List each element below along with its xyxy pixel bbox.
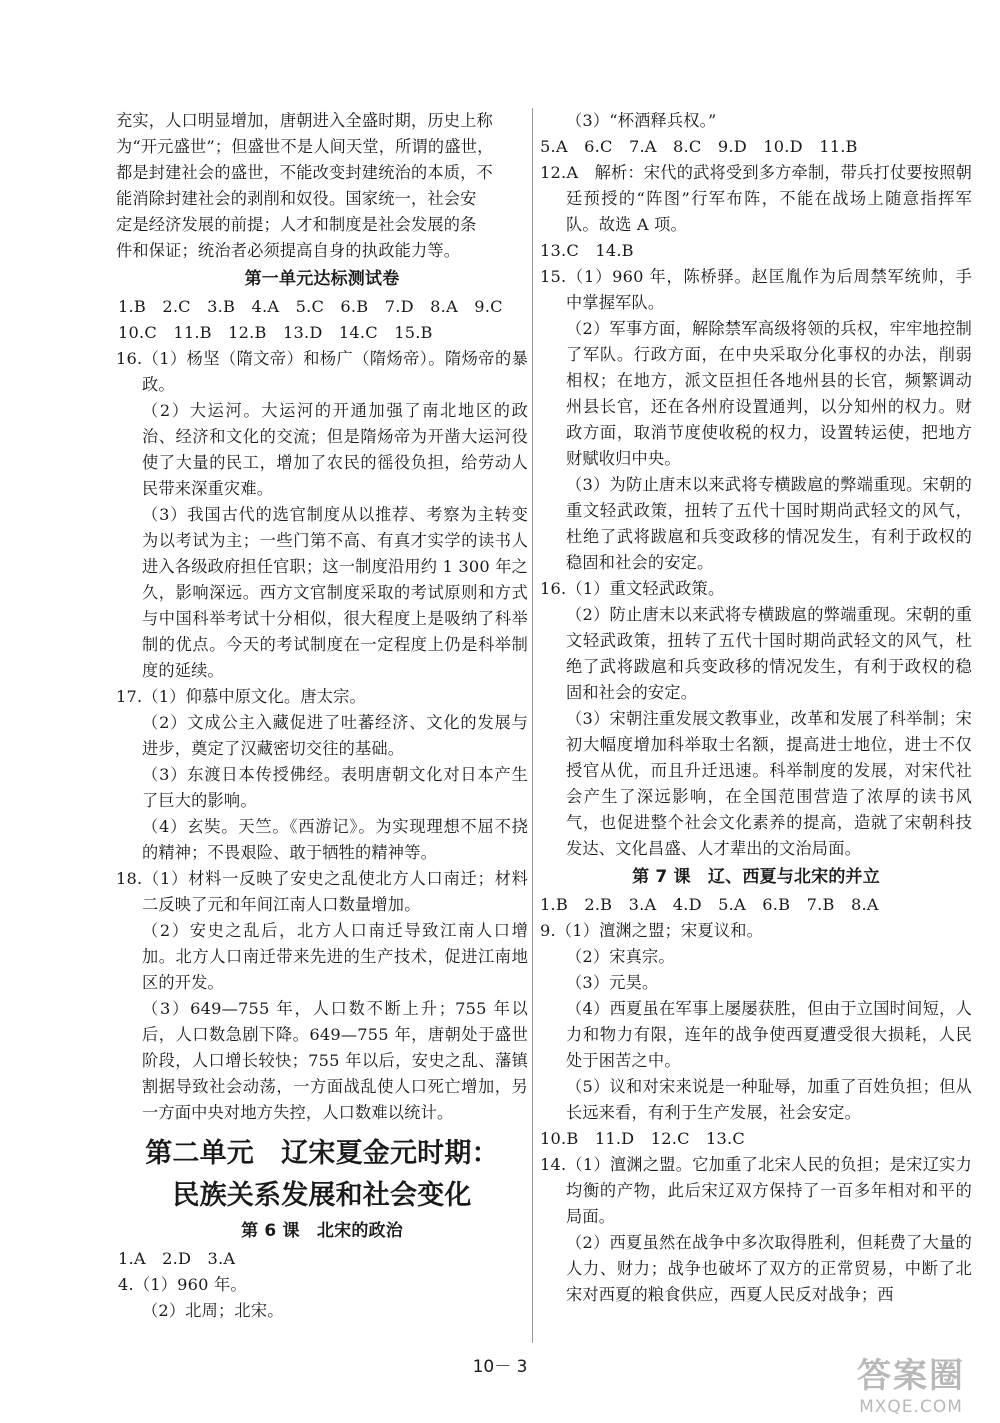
answer-item: （3）宋朝注重发展文教事业，改革和发展了科举制；宋初大幅度增加科举取士名额，提高进士地位，进士不仅授官从优，而且升迁迅速。科举制度的发展，对宋代社会产生了深远影响，在全国范围营造了浓厚的读书风气，也促进整个社会文化素养的提高，造就了宋朝科技发达、文化昌盛、人才辈出的文治局面。	[566, 709, 972, 858]
watermark-text: 答案圈	[857, 1356, 965, 1396]
watermark-url: MXQE.COM	[859, 1397, 963, 1417]
answer-item: （3）东渡日本传授佛经。表明唐朝文化对日本产生了巨大的影响。	[142, 765, 528, 810]
answer-item: （2）西夏虽然在战争中多次取得胜利，但耗费了大量的人力、财力；战争也破坏了双方的正常贸易，中断了北宋对西夏的粮食供应，西夏人民反对战争；西	[566, 1233, 972, 1304]
intro-line: 充实，人口明显增加，唐朝进入全盛时期，历史上称	[116, 111, 493, 130]
unit-subtitle: 民族关系发展和社会变化	[172, 1180, 472, 1211]
answer-line: （2）北周；北宋。	[142, 1301, 284, 1320]
answer-item: 16.（1）重文轻武政策。	[540, 579, 725, 598]
answer-line: 1.B 2.C 3.B 4.A 5.C 6.B 7.D 8.A 9.C	[118, 297, 503, 316]
answer-line: 10.B 11.D 12.C 13.C	[540, 1129, 745, 1148]
answer-item: （5）议和对宋来说是一种耻辱，加重了百姓负担；但从长远来看，有利于生产发展，社会安定。	[566, 1077, 972, 1122]
answer-item: （4）西夏虽在军事上屡屡获胜，但由于立国时间短，人力和物力有限，连年的战争使西夏遭受很大损耗，人民处于困苦之中。	[566, 999, 972, 1070]
answer-line: （3）“杯酒释兵权。”	[566, 111, 717, 130]
right-column	[540, 108, 972, 1308]
section-title: 第一单元达标测试卷	[244, 269, 400, 289]
answer-item: （2）宋真宗。	[566, 947, 675, 966]
intro-line: 件和保证；统治者必须提高自身的执政能力等。	[116, 241, 461, 260]
answer-item: 17.（1）仰慕中原文化。唐太宗。	[116, 687, 366, 706]
answer-item: （3）649—755 年，人口数不断上升；755 年以后，人口数急剧下降。649—755 年，唐朝处于盛世阶段，人口增长较快；755 年以后，安史之乱、藩镇割据导致社会动荡，一方面战乱使人口死亡增加，另一方面中央对地方失控，人口数难以统计。	[142, 999, 528, 1122]
page-number: 10－ 3	[472, 1357, 528, 1377]
answer-line: 5.A 6.C 7.A 8.C 9.D 10.D 11.B	[540, 137, 858, 156]
answer-item: （2）安史之乱后，北方人口南迁导致江南人口增加。北方人口南迁带来先进的生产技术，促进江南地区的开发。	[142, 921, 528, 992]
intro-line: 都是封建社会的盛世，不能改变封建统治的本质，不	[116, 163, 493, 182]
answer-item: （2）文成公主入藏促进了吐蕃经济、文化的发展与进步，奠定了汉藏密切交往的基础。	[142, 713, 528, 758]
answer-item: 12.A 解析：宋代的武将受到多方牵制，带兵打仗要按照朝廷预授的“阵图”行军布阵，不能在战场上随意指挥军队。故选 A 项。	[540, 163, 972, 234]
intro-line: 定是经济发展的前提；人才和制度是社会发展的条	[116, 215, 477, 234]
answer-item: 9.（1）澶渊之盟；宋夏议和。	[540, 921, 763, 940]
left-column	[116, 108, 528, 1324]
answer-line: 1.B 2.B 3.A 4.D 5.A 6.B 7.B 8.A	[540, 895, 879, 914]
answer-item: （2）大运河。大运河的开通加强了南北地区的政治、经济和文化的交流；但是隋炀帝为开凿大运河役使了大量的民工，增加了农民的徭役负担，给劳动人民带来深重灾难。	[142, 401, 528, 498]
lesson-title: 第 7 课 辽、西夏与北宋的并立	[632, 867, 880, 887]
answer-item: （3）我国古代的选官制度从以推荐、考察为主转变为以考试为主；一些门第不高、有真才实学的读书人进入各级政府担任官职；这一制度沿用约 1 300 年之久，影响深远。西方文官制度采取的考试原则和方式与中国科举考试十分相似，很大程度上是吸纳了科举制的优点。今天的考试制度在一定程度上仍是科举制度的延续。	[142, 505, 528, 680]
answer-line: 13.C 14.B	[540, 241, 634, 260]
answer-item: 15.（1）960 年，陈桥驿。赵匡胤作为后周禁军统帅，手中掌握军队。	[540, 267, 972, 312]
unit-title: 第二单元 辽宋夏金元时期：	[145, 1138, 499, 1169]
answer-item: （3）元昊。	[566, 973, 659, 992]
answer-line: 1.A 2.D 3.A	[118, 1249, 236, 1268]
intro-line: 能消除封建社会的剥削和奴役。国家统一，社会安	[116, 189, 477, 208]
watermark-logo	[836, 1348, 986, 1417]
lesson-title: 第 6 课 北宋的政治	[241, 1221, 403, 1241]
answer-line: 4.（1）960 年。	[118, 1275, 247, 1294]
answer-item: （4）玄奘。天竺。《西游记》。为实现理想不屈不挠的精神；不畏艰险、敢于牺牲的精神等。	[142, 817, 528, 862]
answer-item: 18.（1）材料一反映了安史之乱使北方人口南迁；材料二反映了元和年间江南人口数量增加。	[116, 869, 528, 914]
answer-item: 14.（1）澶渊之盟。它加重了北宋人民的负担；是宋辽实力均衡的产物，此后宋辽双方保持了一百多年相对和平的局面。	[540, 1155, 972, 1226]
answer-line: 10.C 11.B 12.B 13.D 14.C 15.B	[118, 323, 433, 342]
column-divider	[532, 108, 533, 1343]
answer-item: （2）防止唐末以来武将专横跋扈的弊端重现。宋朝的重文轻武政策，扭转了五代十国时期尚武轻文的风气，杜绝了武将跋扈和兵变政移的情况发生，有利于政权的稳固和社会的安定。	[566, 605, 972, 702]
answer-item: （3）为防止唐末以来武将专横跋扈的弊端重现。宋朝的重文轻武政策，扭转了五代十国时期尚武轻文的风气，杜绝了武将跋扈和兵变政移的情况发生，有利于政权的稳固和社会的安定。	[566, 475, 972, 572]
intro-line: 为“开元盛世”；但盛世不是人间天堂，所谓的盛世，	[116, 137, 494, 156]
answer-item: （2）军事方面，解除禁军高级将领的兵权，牢牢地控制了军队。行政方面，在中央采取分化事权的办法，削弱相权；在地方，派文臣担任各地州县的长官，频繁调动州县长官，还在各州府设置通判，以分知州的权力。财政方面，取消节度使收税的权力，设置转运使，把地方财赋收归中央。	[566, 319, 972, 468]
answer-item: 16.（1）杨坚（隋文帝）和杨广（隋炀帝）。隋炀帝的暴政。	[116, 349, 528, 394]
